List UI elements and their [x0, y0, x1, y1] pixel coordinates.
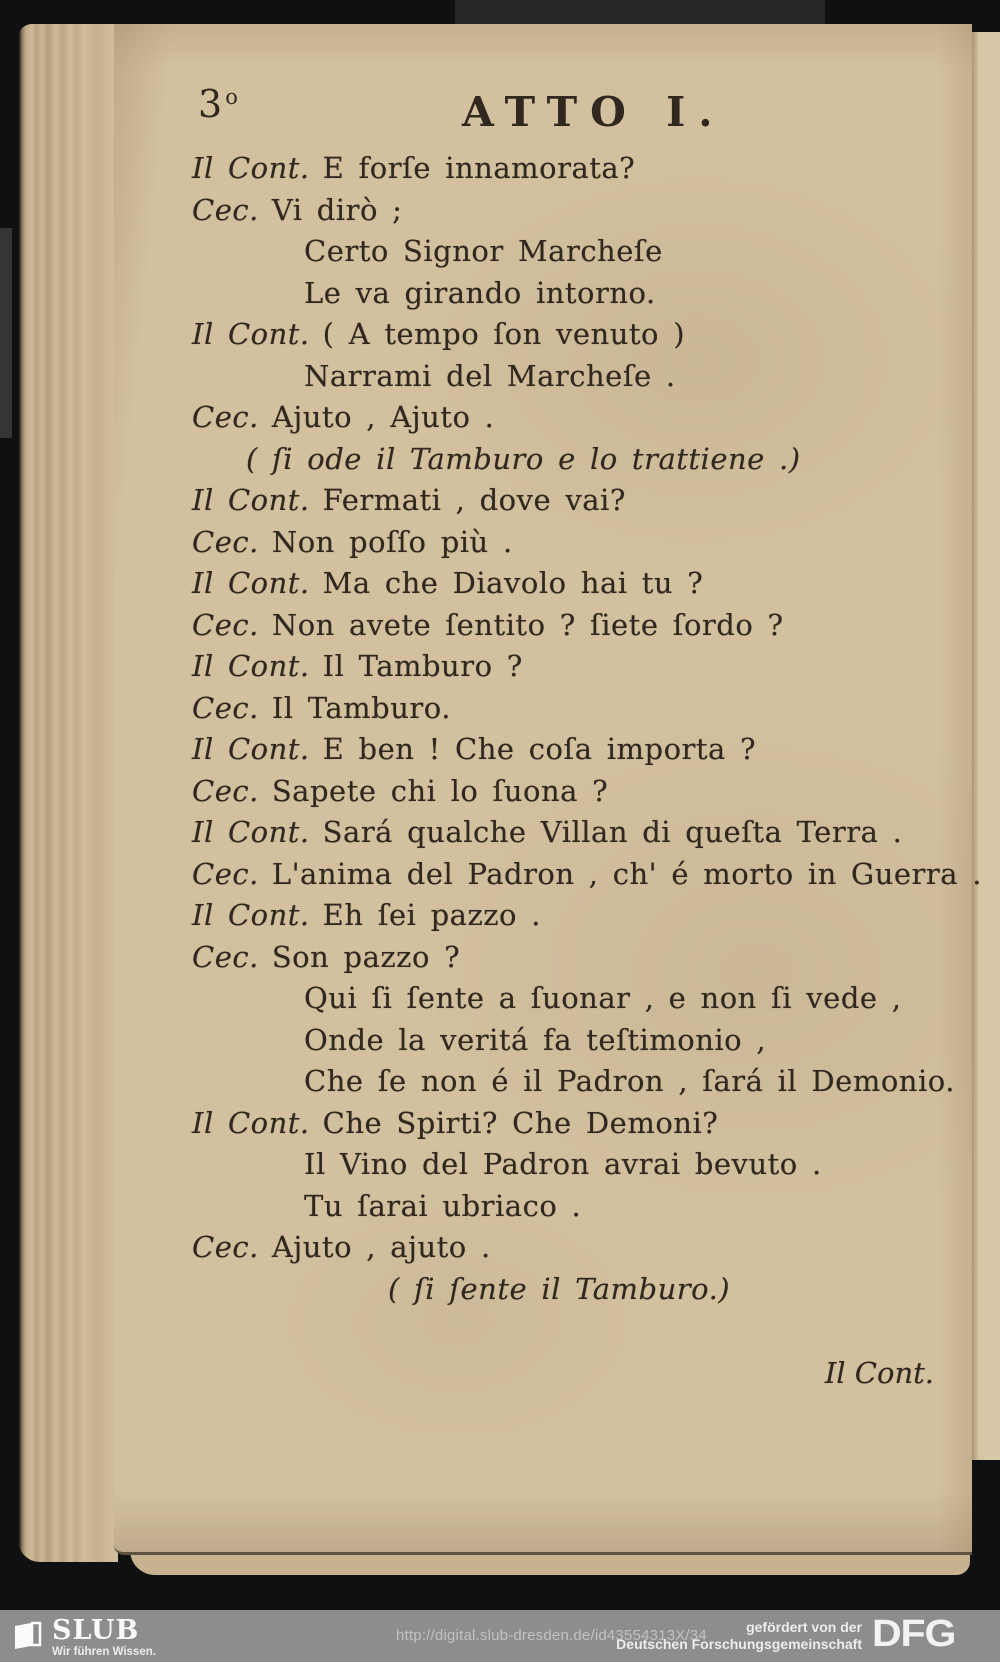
verse-line	[192, 273, 982, 315]
persistent-url: http://digital.slub-dresden.de/id43554313X/34	[396, 1627, 707, 1644]
viewer-footer-bar	[0, 1610, 1000, 1662]
dialogue-line	[192, 190, 982, 232]
line-text: E forſe innamorata?	[322, 151, 636, 185]
dialogue-line	[192, 854, 982, 896]
dialogue-line	[192, 148, 982, 190]
speaker-label: Cec.	[192, 773, 259, 808]
page-number-sup: o	[225, 85, 239, 109]
speaker-label: Cec.	[192, 607, 259, 642]
speaker-label: Cec.	[192, 1230, 259, 1264]
line-text: E ben ! Che coſa importa ?	[322, 732, 757, 766]
scanner-shadow-left	[0, 228, 12, 438]
line-text: Le va girando intorno.	[304, 275, 656, 310]
line-text: Ajuto , Ajuto .	[271, 400, 495, 434]
line-text: Fermati , dove vai?	[322, 483, 626, 517]
speaker-label: Il Cont.	[192, 483, 310, 517]
line-text: Certo Signor Marcheſe	[304, 234, 663, 268]
speaker-label: Il Cont.	[192, 898, 310, 932]
line-text: Che ſe non é il Padron , ſará il Demonio.	[304, 1064, 955, 1098]
speaker-label: Il Cont.	[192, 649, 310, 683]
line-text: Tu ſarai ubriaco .	[304, 1188, 582, 1223]
dialogue-line	[192, 563, 982, 605]
speaker-label: Cec.	[192, 939, 259, 974]
line-text: Il Tamburo.	[271, 690, 451, 725]
verse-line	[192, 1020, 982, 1062]
verse-line	[192, 1061, 982, 1103]
speaker-label: Cec.	[192, 400, 259, 434]
dialogue-line	[192, 646, 982, 688]
line-text: Non poſſo più .	[271, 524, 513, 559]
line-text: Eh ſei pazzo .	[322, 898, 541, 932]
speaker-label: Il Cont.	[192, 151, 310, 185]
speaker-label: Cec.	[192, 856, 259, 891]
line-text: Non avete ſentito ? ſiete ſordo ?	[271, 607, 784, 642]
dialogue-line	[192, 729, 982, 771]
line-text: Qui ſi ſente a ſuonar , e non ſi vede ,	[304, 981, 902, 1015]
line-text: Vi dirò ;	[271, 192, 403, 227]
page-number	[198, 82, 239, 126]
funding-line1: gefördert von der	[746, 1619, 862, 1635]
speaker-label: Cec.	[192, 690, 259, 725]
dialogue-line	[192, 1227, 982, 1269]
dialogue-line	[192, 1103, 982, 1145]
line-text: ( ſi ode il Tamburo e lo trattiene .)	[246, 441, 801, 476]
line-text: L'anima del Padron , ch' é morto in Guerra .	[271, 856, 982, 891]
line-text: Sará qualche Villan di queſta Terra .	[322, 815, 903, 849]
line-text: ( A tempo ſon venuto )	[322, 317, 686, 351]
funding-line2: Deutschen Forschungsgemeinschaft	[616, 1636, 862, 1652]
line-text: ( ſi ſente il Tamburo.)	[388, 1271, 731, 1306]
running-header: ATTO I.	[462, 88, 726, 136]
line-text: Narrami del Marcheſe .	[304, 358, 676, 393]
book-page-edges-left	[18, 24, 118, 1562]
verse-line	[192, 356, 982, 398]
funding-credit	[616, 1619, 862, 1653]
slub-book-icon	[12, 1620, 44, 1652]
dialogue-line	[192, 397, 982, 439]
speaker-label: Il Cont.	[192, 1105, 310, 1140]
dialogue-line	[192, 522, 982, 564]
dialogue-line	[192, 895, 982, 937]
verse-line	[192, 1144, 982, 1186]
page-number-main: 3	[198, 82, 224, 126]
catchword: Il Cont.	[824, 1356, 934, 1390]
speaker-label: Il Cont.	[192, 732, 310, 766]
dialogue-line	[192, 937, 982, 979]
stage-direction	[192, 1269, 982, 1311]
line-text: Onde la veritá fa teſtimonio ,	[304, 1022, 767, 1057]
slub-logo-text: SLUB	[52, 1615, 140, 1646]
line-text: Ajuto , ajuto .	[271, 1230, 491, 1264]
book-page-scan	[114, 24, 982, 1555]
verse-line	[192, 978, 982, 1020]
dialogue-line	[192, 480, 982, 522]
dialogue-line	[192, 605, 982, 647]
speaker-label: Il Cont.	[192, 566, 310, 600]
verse-line	[192, 231, 982, 273]
dialogue-line	[192, 314, 982, 356]
line-text: Ma che Diavolo hai tu ?	[322, 566, 704, 600]
line-text: Son pazzo ?	[271, 939, 461, 974]
speaker-label: Cec.	[192, 192, 259, 227]
stage-direction	[192, 439, 982, 481]
line-text: Il Tamburo ?	[322, 649, 523, 683]
dfg-logo: DFG	[872, 1613, 956, 1655]
line-text: Il Vino del Padron avrai bevuto .	[304, 1147, 822, 1181]
line-text: Sapete chi lo ſuona ?	[271, 773, 609, 808]
dialogue-line	[192, 771, 982, 813]
speaker-label: Il Cont.	[192, 317, 310, 351]
dialogue-line	[192, 688, 982, 730]
speaker-label: Il Cont.	[192, 815, 310, 849]
dialogue-text-block	[192, 148, 982, 1310]
line-text: Che Spirti? Che Demoni?	[322, 1105, 719, 1140]
verse-line	[192, 1186, 982, 1228]
dialogue-line	[192, 812, 982, 854]
speaker-label: Cec.	[192, 524, 259, 559]
slub-tagline: Wir führen Wissen.	[52, 1646, 156, 1658]
